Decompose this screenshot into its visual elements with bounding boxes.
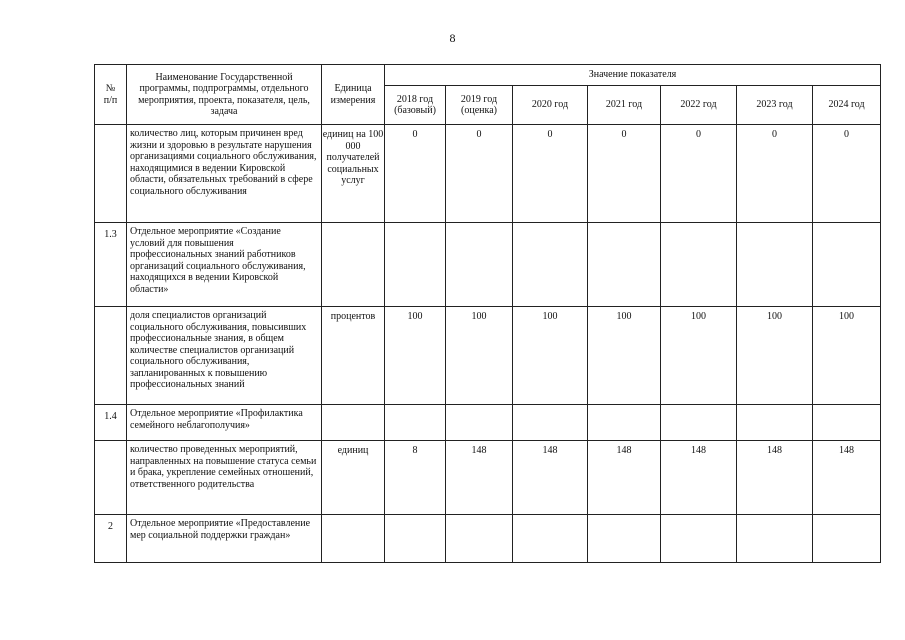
table-row xyxy=(95,307,881,405)
row-value xyxy=(813,223,881,307)
row-value: 0 xyxy=(385,125,446,223)
row-value: 148 xyxy=(661,441,737,515)
row-value: 0 xyxy=(737,125,813,223)
header-num: № п/п xyxy=(95,65,127,125)
row-value: 0 xyxy=(813,125,881,223)
row-value: 148 xyxy=(513,441,588,515)
row-value: 148 xyxy=(813,441,881,515)
row-value: 0 xyxy=(513,125,588,223)
row-value xyxy=(385,405,446,441)
table-row xyxy=(95,441,881,515)
row-value xyxy=(446,223,513,307)
row-name: количество проведенных мероприятий, направленных на повышение статуса семьи и брака, укрепление семейных отношений, ответственного родительства xyxy=(127,441,322,515)
row-value: 100 xyxy=(513,307,588,405)
row-value: 148 xyxy=(588,441,661,515)
row-value xyxy=(588,405,661,441)
row-value xyxy=(661,515,737,563)
row-num xyxy=(95,125,127,223)
row-unit: единиц на 100 000 получателей социальных услуг xyxy=(322,125,385,223)
row-value xyxy=(385,515,446,563)
row-value: 100 xyxy=(737,307,813,405)
indicator-table xyxy=(94,64,881,563)
row-value: 0 xyxy=(446,125,513,223)
row-unit: единиц xyxy=(322,441,385,515)
row-value xyxy=(813,515,881,563)
row-value: 0 xyxy=(661,125,737,223)
row-value: 100 xyxy=(588,307,661,405)
row-num: 1.4 xyxy=(95,405,127,441)
row-name: Отдельное мероприятие «Профилактика семейного неблагополучия» xyxy=(127,405,322,441)
header-year: 2023 год xyxy=(737,86,813,125)
row-value: 148 xyxy=(737,441,813,515)
row-value xyxy=(385,223,446,307)
header-values-group: Значение показателя xyxy=(385,65,881,86)
row-num: 1.3 xyxy=(95,223,127,307)
row-value xyxy=(661,223,737,307)
row-value: 100 xyxy=(446,307,513,405)
row-unit xyxy=(322,405,385,441)
row-value xyxy=(661,405,737,441)
row-value xyxy=(737,405,813,441)
row-name: Отдельное мероприятие «Создание условий для повышения профессиональных знаний работников организаций социального обслуживания, находящихся в ведении Кировской области» xyxy=(127,223,322,307)
page-number: 8 xyxy=(449,31,456,45)
row-value xyxy=(588,515,661,563)
row-value: 0 xyxy=(588,125,661,223)
row-name: количество лиц, которым причинен вред жизни и здоровью в результате нарушения организациями социального обслуживания, находящимися в ведении Кировской области, обязательных требований в сфере социального обслуживания xyxy=(127,125,322,223)
row-num xyxy=(95,307,127,405)
table-row xyxy=(95,515,881,563)
row-value: 8 xyxy=(385,441,446,515)
header-year: 2020 год xyxy=(513,86,588,125)
header-year: 2022 год xyxy=(661,86,737,125)
table-row xyxy=(95,125,881,223)
row-name: доля специалистов организаций социального обслуживания, повысивших профессиональные знания, в общем количестве специалистов организаций социального обслуживания, запланированных к повышению профессиональных знаний xyxy=(127,307,322,405)
header-year: 2024 год xyxy=(813,86,881,125)
header-name: Наименование Государственной программы, подпрограммы, отдельного мероприятия, проекта, показателя, цель, задача xyxy=(127,65,322,125)
table-header xyxy=(95,65,881,125)
row-value xyxy=(446,405,513,441)
row-value xyxy=(737,515,813,563)
row-value: 100 xyxy=(661,307,737,405)
row-name: Отдельное мероприятие «Предоставление мер социальной поддержки граждан» xyxy=(127,515,322,563)
row-value xyxy=(446,515,513,563)
row-unit: процентов xyxy=(322,307,385,405)
row-unit xyxy=(322,223,385,307)
row-num: 2 xyxy=(95,515,127,563)
header-unit: Единица измерения xyxy=(322,65,385,125)
row-value: 100 xyxy=(385,307,446,405)
header-year: 2021 год xyxy=(588,86,661,125)
table-row xyxy=(95,405,881,441)
row-unit xyxy=(322,515,385,563)
row-value xyxy=(588,223,661,307)
table-body xyxy=(95,125,881,563)
row-value xyxy=(513,223,588,307)
row-value: 100 xyxy=(813,307,881,405)
row-value xyxy=(813,405,881,441)
header-year: 2019 год (оценка) xyxy=(446,86,513,125)
row-value xyxy=(737,223,813,307)
row-num xyxy=(95,441,127,515)
row-value xyxy=(513,405,588,441)
table-row xyxy=(95,223,881,307)
header-year: 2018 год (базовый) xyxy=(385,86,446,125)
row-value: 148 xyxy=(446,441,513,515)
row-value xyxy=(513,515,588,563)
